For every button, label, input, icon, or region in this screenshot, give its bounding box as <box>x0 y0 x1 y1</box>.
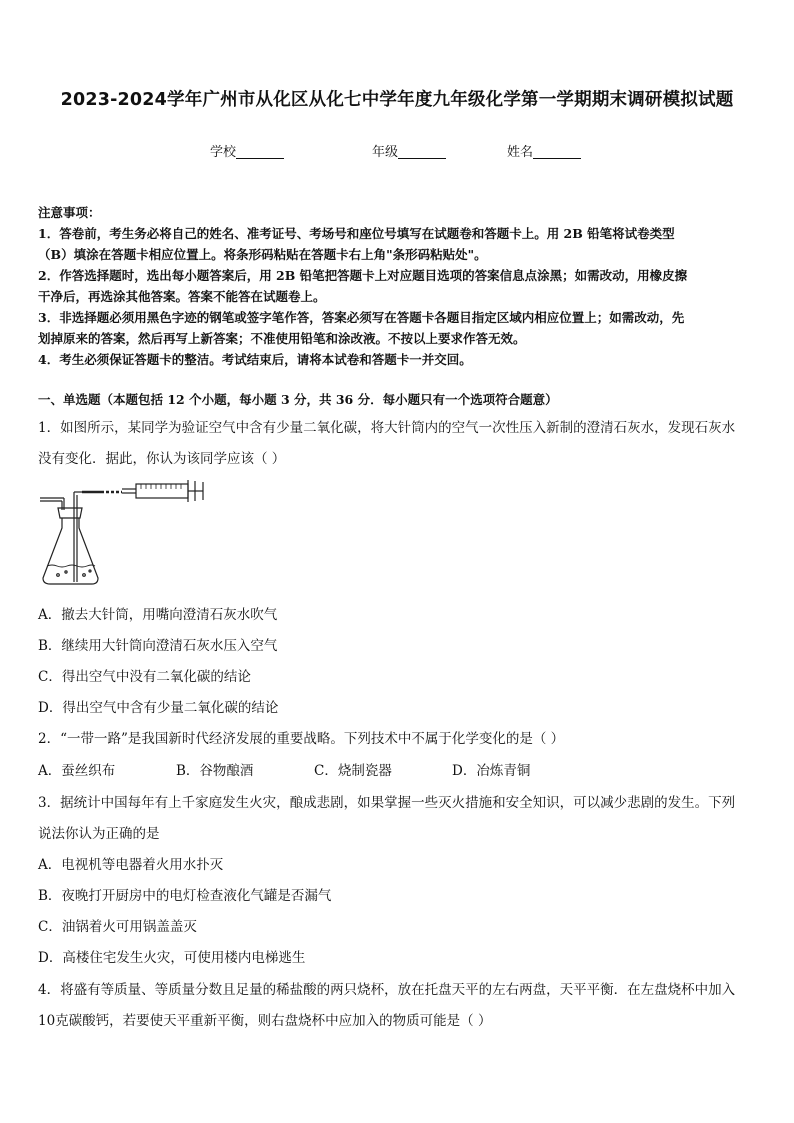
school-label: 学校 <box>210 145 237 160</box>
q2-option-b: B．谷物酿酒 <box>176 763 254 779</box>
q3-stem-line: 3．据统计中国每年有上千家庭发生火灾，酿成悲剧，如果掌握一些灭火措施和安全知识，可以减少悲剧的发生。下列 <box>38 795 736 811</box>
q3-option-a: A．电视机等电器着火用水扑灭 <box>38 857 224 873</box>
q2-option-a: A．蚕丝织布 <box>38 763 116 779</box>
q4-stem-line: 10克碳酸钙，若要使天平重新平衡，则右盘烧杯中应加入的物质可能是（ ） <box>38 1013 492 1029</box>
notice-line: （B）填涂在答题卡相应位置上。将条形码粘贴在答题卡右上角"条形码粘贴处"。 <box>38 247 487 262</box>
apparatus-diagram <box>38 478 213 588</box>
q3-stem-line: 说法你认为正确的是 <box>38 826 160 842</box>
q1-stem-line: 没有变化．据此，你认为该同学应该（ ） <box>38 451 286 467</box>
notice-line: 4．考生必须保证答题卡的整洁。考试结束后，请将本试卷和答题卡一并交回。 <box>38 352 472 367</box>
school-blank <box>236 145 284 159</box>
notice-line: 干净后，再选涂其他答案。答案不能答在试题卷上。 <box>38 289 326 304</box>
notice-line: 划掉原来的答案，然后再写上新答案；不准使用铅笔和涂改液。不按以上要求作答无效。 <box>38 331 526 346</box>
name-label: 姓名 <box>507 145 534 160</box>
q3-option-c: C．油锅着火可用锅盖盖灭 <box>38 919 197 935</box>
q1-option-b: B．继续用大针筒向澄清石灰水压入空气 <box>38 638 278 654</box>
notice-line: 1．答卷前，考生务必将自己的姓名、准考证号、考场号和座位号填写在试题卷和答题卡上。用 2B 铅笔将试卷类型 <box>38 226 675 241</box>
name-blank <box>533 145 581 159</box>
page-title: 2023-2024学年广州市从化区从化七中学年度九年级化学第一学期期末调研模拟试题 <box>60 90 734 110</box>
q1-option-c: C．得出空气中没有二氧化碳的结论 <box>38 669 251 685</box>
section-heading: 一、单选题（本题包括 12 个小题，每小题 3 分，共 36 分．每小题只有一个选项符合题意） <box>38 392 558 407</box>
notice-heading: 注意事项： <box>38 205 101 220</box>
name-field <box>507 141 581 160</box>
notice-line: 3．非选择题必须用黑色字迹的钢笔或签字笔作答，答案必须写在答题卡各题目指定区域内相应位置上；如需改动，先 <box>38 310 685 325</box>
grade-label: 年级 <box>372 145 399 160</box>
q1-stem-line: 1．如图所示，某同学为验证空气中含有少量二氧化碳，将大针筒内的空气一次性压入新制的澄清石灰水，发现石灰水 <box>38 420 736 436</box>
q3-option-b: B．夜晚打开厨房中的电灯检查液化气罐是否漏气 <box>38 888 332 904</box>
q4-stem-line: 4．将盛有等质量、等质量分数且足量的稀盐酸的两只烧杯，放在托盘天平的左右两盘，天平平衡．在左盘烧杯中加入 <box>38 982 736 998</box>
notice-line: 2．作答选择题时，选出每小题答案后，用 2B 铅笔把答题卡上对应题目选项的答案信息点涂黑；如需改动，用橡皮擦 <box>38 268 688 283</box>
q2-stem: 2．“一带一路”是我国新时代经济发展的重要战略。下列技术中不属于化学变化的是（ ） <box>38 731 565 747</box>
q1-option-a: A．撤去大针筒，用嘴向澄清石灰水吹气 <box>38 607 278 623</box>
q1-option-d: D．得出空气中含有少量二氧化碳的结论 <box>38 700 279 716</box>
q3-option-d: D．高楼住宅发生火灾，可使用楼内电梯逃生 <box>38 950 306 966</box>
q2-option-c: C．烧制瓷器 <box>314 763 392 779</box>
q2-option-d: D．冶炼青铜 <box>452 763 531 779</box>
school-field <box>210 141 284 160</box>
grade-field <box>372 141 446 160</box>
grade-blank <box>398 145 446 159</box>
